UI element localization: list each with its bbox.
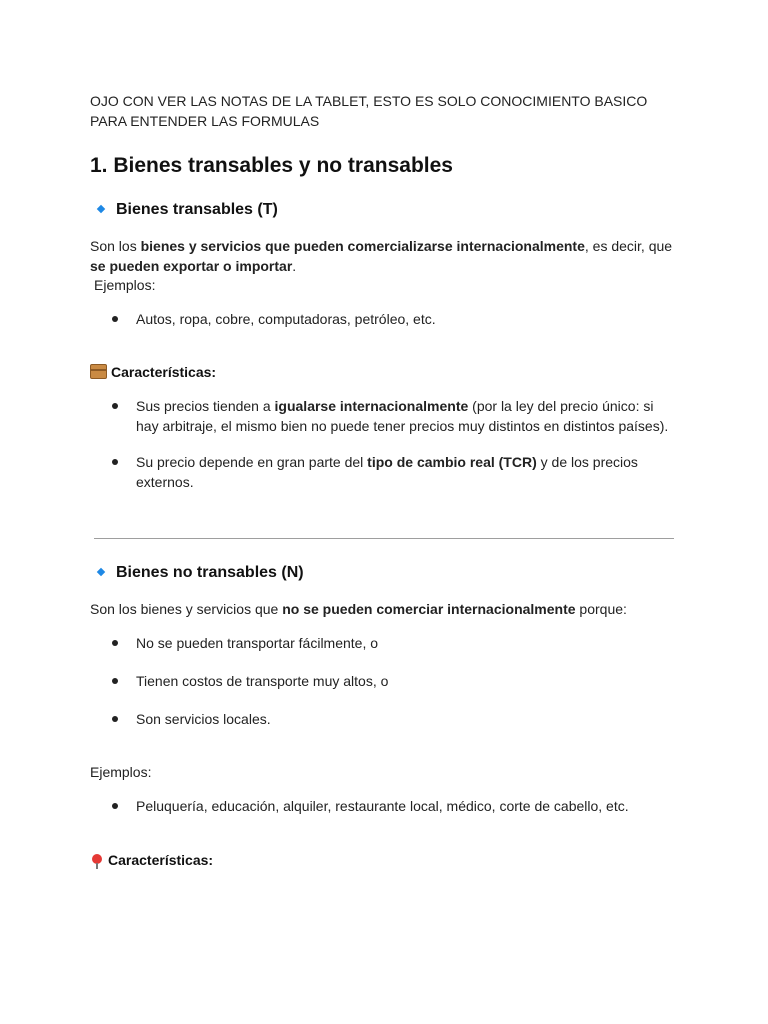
list-item: Autos, ropa, cobre, computadoras, petróleo, etc. — [112, 309, 672, 329]
list-item: Peluquería, educación, alquiler, restaurante local, médico, corte de cabello, etc. — [112, 796, 672, 816]
section-heading-no-transables: Bienes no transables (N) — [90, 562, 304, 584]
page-title: 1. Bienes transables y no transables — [90, 154, 453, 177]
characteristics-heading: Características: — [90, 850, 213, 870]
bullet-icon — [112, 678, 118, 684]
bullet-icon — [112, 459, 118, 465]
section-heading-transables: Bienes transables (T) — [90, 199, 278, 221]
bullet-icon — [112, 803, 118, 809]
list-item: Su precio depende en gran parte del tipo de cambio real (TCR) y de los precios externos. — [112, 452, 672, 492]
bullet-icon — [112, 716, 118, 722]
list-item: Sus precios tienden a igualarse internacionalmente (por la ley del precio único: si hay arbitraje, el mismo bien no puede tener precios muy distintos en distintos países). — [112, 396, 672, 436]
bullet-icon — [112, 316, 118, 322]
bullet-icon — [112, 403, 118, 409]
examples-label: Ejemplos: — [90, 764, 152, 780]
list-item: No se pueden transportar fácilmente, o — [112, 633, 672, 653]
bullet-icon — [112, 640, 118, 646]
diamond-icon — [97, 568, 105, 576]
horizontal-divider — [94, 538, 674, 539]
note-paragraph: OJO CON VER LAS NOTAS DE LA TABLET, ESTO ES SOLO CONOCIMIENTO BASICO PARA ENTENDER LAS FORMULAS — [90, 93, 648, 129]
pushpin-icon — [92, 854, 102, 864]
examples-label: Ejemplos: — [94, 277, 156, 293]
package-icon — [90, 364, 107, 379]
diamond-icon — [97, 205, 105, 213]
characteristics-heading: Características: — [90, 362, 216, 382]
transables-intro: Son los bienes y servicios que pueden comercializarse internacionalmente, es decir, que se pueden exportar o importar. — [90, 238, 673, 274]
list-item: Son servicios locales. — [112, 709, 672, 729]
no-transables-intro: Son los bienes y servicios que no se pueden comerciar internacionalmente porque: — [90, 601, 627, 617]
list-item: Tienen costos de transporte muy altos, o — [112, 671, 672, 691]
